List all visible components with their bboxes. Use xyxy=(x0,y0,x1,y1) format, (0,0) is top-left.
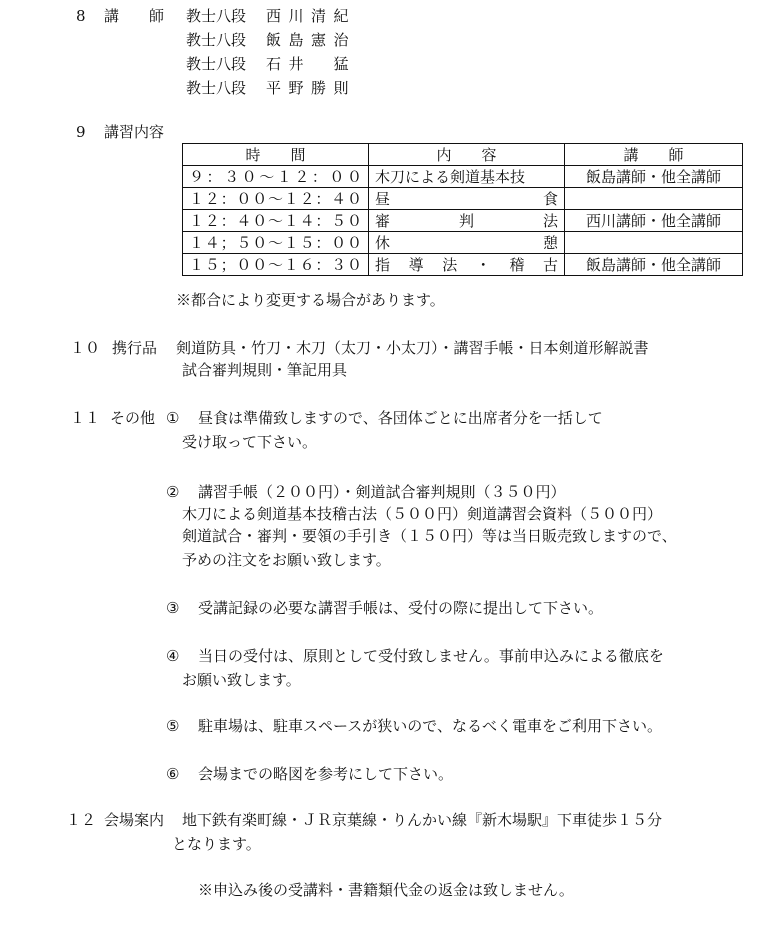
cell-instructor xyxy=(565,232,743,254)
venue-heading-number: １２ xyxy=(66,811,97,829)
note-marker: ④ xyxy=(166,647,180,665)
cell-instructor: 飯島講師・他全講師 xyxy=(565,166,743,188)
column-header-content: 内 容 xyxy=(369,144,565,166)
instructors-heading: 講 師 xyxy=(104,7,172,25)
items-heading: 携行品 xyxy=(112,339,158,357)
instructor-rank: 教士八段 xyxy=(186,55,247,73)
note-marker: ③ xyxy=(166,599,180,617)
cell-time: １５；００～１６：３０ xyxy=(183,254,369,276)
instructor-rank: 教士八段 xyxy=(186,7,247,25)
cell-content: 指 導 法 ・ 稽 古 xyxy=(369,254,565,276)
note-line: 駐車場は、駐車スペースが狭いので、なるべく電車をご利用下さい。 xyxy=(198,717,662,735)
note-line: 受け取って下さい。 xyxy=(182,433,318,451)
note-line: 当日の受付は、原則として受付致しません。事前申込みによる徹底を xyxy=(198,647,664,665)
cell-time: ９：３０～１２：００ xyxy=(183,166,369,188)
instructor-rank: 教士八段 xyxy=(186,79,247,97)
note-line: お願い致します。 xyxy=(182,671,301,689)
note-line: 講習手帳（２００円）・剣道試合審判規則（３５０円） xyxy=(198,483,566,501)
note-line: 昼食は準備致しますので、各団体ごとに出席者分を一括して xyxy=(198,409,603,427)
note-line: 剣道試合・審判・要領の手引き（１５０円）等は当日販売致しますので、 xyxy=(182,527,677,545)
venue-heading: 会場案内 xyxy=(104,811,165,829)
cell-content: 休 憩 xyxy=(369,232,565,254)
items-heading-number: １０ xyxy=(70,339,101,357)
table-row xyxy=(183,188,743,210)
table-row xyxy=(183,232,743,254)
schedule-note: ※都合により変更する場合があります。 xyxy=(176,291,445,309)
table-row xyxy=(183,166,743,188)
table-row xyxy=(183,254,743,276)
instructor-name: 平野勝則 xyxy=(266,79,357,97)
note-line: 木刀による剣道基本技稽古法（５００円）剣道講習会資料（５００円） xyxy=(182,505,663,523)
cell-content: 審 判 法 xyxy=(369,210,565,232)
cell-time: １４；５０～１５：００ xyxy=(183,232,369,254)
refund-note: ※申込み後の受講料・書籍類代金の返金は致しません。 xyxy=(198,881,574,899)
note-line: 予めの注文をお願い致します。 xyxy=(182,551,391,569)
cell-instructor: 西川講師・他全講師 xyxy=(565,210,743,232)
cell-instructor xyxy=(565,188,743,210)
cell-content: 昼 食 xyxy=(369,188,565,210)
column-header-instructor: 講 師 xyxy=(565,144,743,166)
items-line: 試合審判規則・筆記用具 xyxy=(182,361,348,379)
venue-line: となります。 xyxy=(172,835,261,853)
note-line: 会場までの略図を参考にして下さい。 xyxy=(198,765,454,783)
cell-time: １２：４０～１４：５０ xyxy=(183,210,369,232)
contents-heading-number: 9 xyxy=(76,123,86,141)
contents-heading: 講習内容 xyxy=(104,123,165,141)
table-header-row xyxy=(183,144,743,166)
cell-time: １２：００～１２：４０ xyxy=(183,188,369,210)
instructor-name: 西川清紀 xyxy=(266,7,357,25)
instructor-name: 石井 猛 xyxy=(266,55,357,73)
table-row xyxy=(183,210,743,232)
cell-instructor: 飯島講師・他全講師 xyxy=(565,254,743,276)
note-marker: ⑤ xyxy=(166,717,180,735)
note-line: 受講記録の必要な講習手帳は、受付の際に提出して下さい。 xyxy=(198,599,604,617)
other-heading-number: １１ xyxy=(70,409,101,427)
instructors-heading-number: 8 xyxy=(76,7,86,25)
items-line: 剣道防具・竹刀・木刀（太刀・小太刀）・講習手帳・日本剣道形解説書 xyxy=(176,339,649,357)
column-header-time: 時 間 xyxy=(183,144,369,166)
schedule-table xyxy=(182,143,743,276)
instructor-name: 飯島憲治 xyxy=(266,31,357,49)
note-marker: ② xyxy=(166,483,180,501)
instructor-rank: 教士八段 xyxy=(186,31,247,49)
venue-line: 地下鉄有楽町線・ＪＲ京葉線・りんかい線『新木場駅』下車徒歩１５分 xyxy=(182,811,663,829)
other-heading: その他 xyxy=(110,409,156,427)
note-marker: ⑥ xyxy=(166,765,180,783)
note-marker: ① xyxy=(166,409,180,427)
cell-content: 木刀による剣道基本技 xyxy=(369,166,565,188)
